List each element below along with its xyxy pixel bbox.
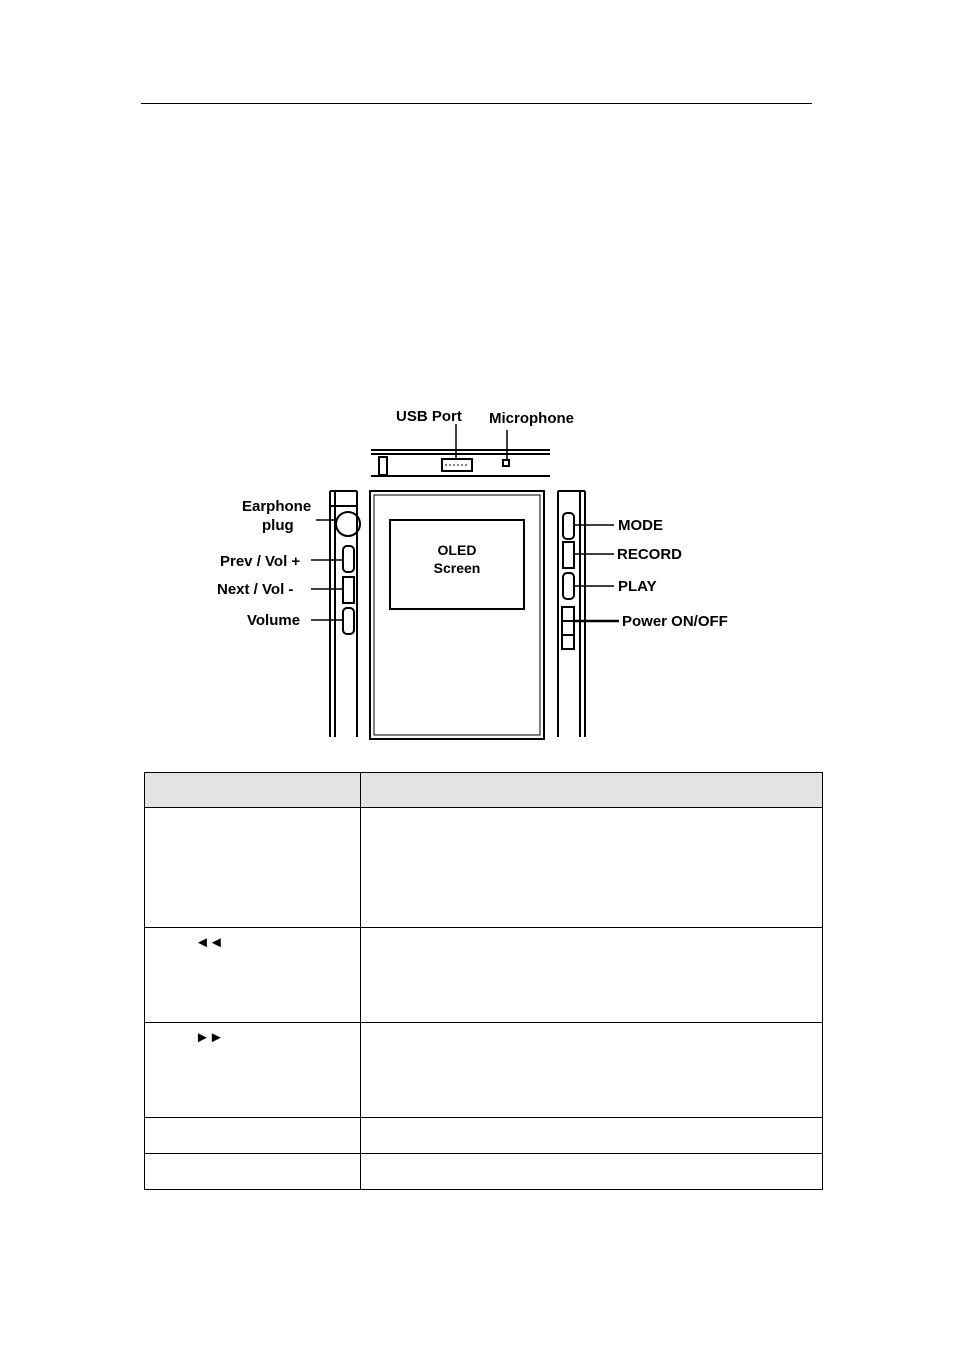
label-earphone-line2: plug — [262, 517, 294, 534]
label-screen-line2: Screen — [433, 560, 481, 576]
label-volume: Volume — [247, 612, 301, 629]
label-earphone-line1: Earphone — [242, 498, 312, 515]
label-screen-line1: OLED — [437, 542, 477, 558]
control-cell — [145, 808, 361, 928]
controls-table — [144, 772, 823, 1190]
label-mode: MODE — [618, 517, 663, 534]
label-next-vol: Next / Vol - — [217, 581, 294, 598]
fast-forward-icon: ►► — [195, 1029, 223, 1046]
device-front-view — [370, 491, 544, 739]
play-button — [563, 573, 574, 599]
rewind-icon: ◄◄ — [195, 934, 223, 951]
label-power: Power ON/OFF — [622, 613, 728, 630]
description-cell — [361, 808, 823, 928]
label-play: PLAY — [618, 578, 657, 595]
description-cell — [361, 1023, 823, 1118]
table-header-cell — [361, 773, 823, 808]
control-cell — [145, 928, 361, 1023]
label-usb-port: USB Port — [396, 408, 462, 425]
device-diagram-svg — [204, 402, 752, 742]
table-row — [145, 1118, 823, 1154]
device-right-side — [558, 491, 619, 737]
label-prev-vol: Prev / Vol + — [220, 553, 301, 570]
table-row — [145, 808, 823, 928]
table-row — [145, 928, 823, 1023]
next-vol-button — [343, 577, 354, 603]
header-rule — [141, 103, 812, 104]
device-left-side — [311, 491, 360, 737]
table-header-row — [145, 773, 823, 808]
control-cell — [145, 1154, 361, 1190]
microphone-hole — [503, 460, 509, 466]
power-switch — [562, 607, 574, 649]
table-header-cell — [145, 773, 361, 808]
control-cell — [145, 1118, 361, 1154]
prev-vol-button — [343, 546, 354, 572]
description-cell — [361, 928, 823, 1023]
device-diagram — [204, 402, 752, 742]
label-microphone: Microphone — [489, 410, 574, 427]
table-row — [145, 1154, 823, 1190]
mode-button — [563, 513, 574, 539]
record-button — [563, 542, 574, 568]
control-cell — [145, 1023, 361, 1118]
description-cell — [361, 1118, 823, 1154]
label-record: RECORD — [617, 546, 683, 563]
volume-button — [343, 608, 354, 634]
device-top-view — [371, 424, 550, 476]
table-row — [145, 1023, 823, 1118]
description-cell — [361, 1154, 823, 1190]
